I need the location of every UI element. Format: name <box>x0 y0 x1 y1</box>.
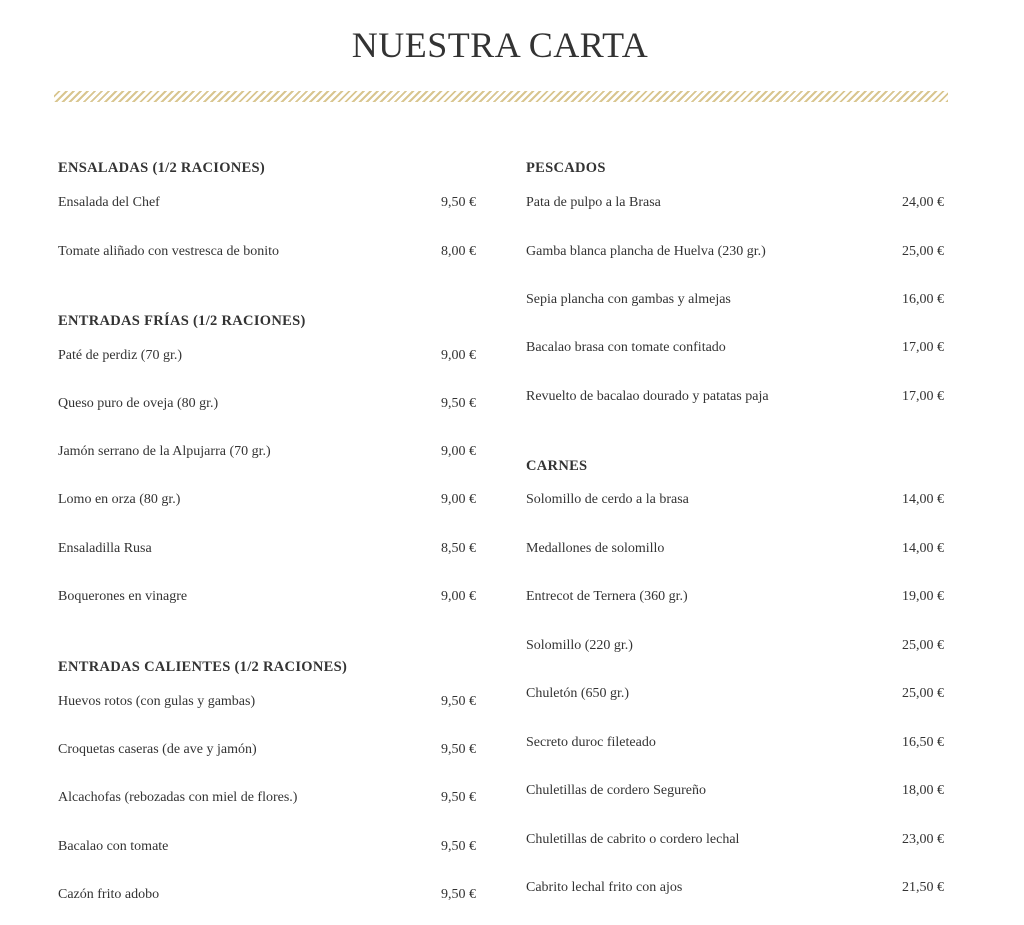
menu-item <box>526 589 944 605</box>
item-name: Alcachofas (rebozadas con miel de flores.) <box>58 790 298 805</box>
item-name: Chuletillas de cordero Segureño <box>526 783 707 798</box>
menu-item <box>58 742 476 758</box>
item-name: Bacalao con tomate <box>58 839 169 854</box>
menu-item <box>526 638 944 654</box>
menu-item <box>526 340 944 356</box>
item-name: Secreto duroc fileteado <box>526 735 656 750</box>
decorative-divider <box>54 91 948 102</box>
menu-item <box>526 832 944 848</box>
item-price: 24,00 € <box>902 195 944 210</box>
item-price: 9,00 € <box>441 348 476 363</box>
section-title-pescados: PESCADOS <box>526 160 606 176</box>
item-price: 18,00 € <box>902 783 944 798</box>
item-name: Gamba blanca plancha de Huelva (230 gr.) <box>526 244 766 259</box>
item-name: Pata de pulpo a la Brasa <box>526 195 661 210</box>
menu-item <box>526 292 944 308</box>
item-name: Lomo en orza (80 gr.) <box>58 492 181 507</box>
item-price: 14,00 € <box>902 492 944 507</box>
menu-item <box>58 589 476 605</box>
menu-item <box>58 887 476 903</box>
item-name: Queso puro de oveja (80 gr.) <box>58 396 219 411</box>
page-title: NUESTRA CARTA <box>351 25 649 65</box>
item-name: Jamón serrano de la Alpujarra (70 gr.) <box>58 444 271 459</box>
item-price: 9,50 € <box>441 694 476 709</box>
menu-item <box>526 783 944 799</box>
item-price: 9,50 € <box>441 790 476 805</box>
menu-item <box>526 541 944 557</box>
item-name: Huevos rotos (con gulas y gambas) <box>58 694 256 709</box>
menu-item <box>526 492 944 508</box>
menu-item <box>526 389 944 405</box>
section-title-entradas-frias: ENTRADAS FRÍAS (1/2 RACIONES) <box>58 313 306 329</box>
item-price: 25,00 € <box>902 686 944 701</box>
menu-item <box>58 396 476 412</box>
item-price: 16,50 € <box>902 735 944 750</box>
menu-item <box>526 880 944 896</box>
menu-item <box>58 195 476 211</box>
item-name: Solomillo (220 gr.) <box>526 638 633 653</box>
section-title-carnes: CARNES <box>526 458 588 474</box>
item-name: Paté de perdiz (70 gr.) <box>58 348 183 363</box>
item-price: 9,00 € <box>441 444 476 459</box>
menu-item <box>58 244 476 260</box>
menu-item <box>526 244 944 260</box>
item-name: Cabrito lechal frito con ajos <box>526 880 683 895</box>
item-price: 25,00 € <box>902 638 944 653</box>
item-price: 23,00 € <box>902 832 944 847</box>
item-name: Solomillo de cerdo a la brasa <box>526 492 689 507</box>
menu-item <box>58 541 476 557</box>
item-price: 9,50 € <box>441 839 476 854</box>
item-price: 17,00 € <box>902 340 944 355</box>
item-name: Cazón frito adobo <box>58 887 160 902</box>
item-price: 9,00 € <box>441 589 476 604</box>
item-price: 19,00 € <box>902 589 944 604</box>
menu-item <box>58 348 476 364</box>
item-name: Sepia plancha con gambas y almejas <box>526 292 731 307</box>
section-title-entradas-calientes: ENTRADAS CALIENTES (1/2 RACIONES) <box>58 659 348 675</box>
item-price: 17,00 € <box>902 389 944 404</box>
item-price: 14,00 € <box>902 541 944 556</box>
item-name: Boquerones en vinagre <box>58 589 188 604</box>
item-price: 8,50 € <box>441 541 476 556</box>
section-title-ensaladas: ENSALADAS (1/2 RACIONES) <box>58 160 266 176</box>
item-price: 21,50 € <box>902 880 944 895</box>
item-price: 9,50 € <box>441 742 476 757</box>
menu-item <box>526 735 944 751</box>
item-price: 8,00 € <box>441 244 476 259</box>
item-name: Ensaladilla Rusa <box>58 541 152 556</box>
item-name: Medallones de solomillo <box>526 541 665 556</box>
item-name: Ensalada del Chef <box>58 195 160 210</box>
menu-item <box>58 444 476 460</box>
menu-item <box>58 694 476 710</box>
item-price: 16,00 € <box>902 292 944 307</box>
menu-item <box>526 195 944 211</box>
item-name: Tomate aliñado con vestresca de bonito <box>58 244 279 259</box>
item-name: Bacalao brasa con tomate confitado <box>526 340 726 355</box>
item-price: 9,50 € <box>441 195 476 210</box>
item-price: 25,00 € <box>902 244 944 259</box>
item-price: 9,50 € <box>441 396 476 411</box>
item-name: Croquetas caseras (de ave y jamón) <box>58 742 257 757</box>
menu-item <box>58 790 476 806</box>
item-name: Chuletillas de cabrito o cordero lechal <box>526 832 740 847</box>
item-name: Chuletón (650 gr.) <box>526 686 630 701</box>
item-price: 9,00 € <box>441 492 476 507</box>
menu-item <box>58 492 476 508</box>
menu-item <box>526 686 944 702</box>
item-name: Revuelto de bacalao dourado y patatas paja <box>526 389 769 404</box>
item-name: Entrecot de Ternera (360 gr.) <box>526 589 688 604</box>
menu-item <box>58 839 476 855</box>
item-price: 9,50 € <box>441 887 476 902</box>
